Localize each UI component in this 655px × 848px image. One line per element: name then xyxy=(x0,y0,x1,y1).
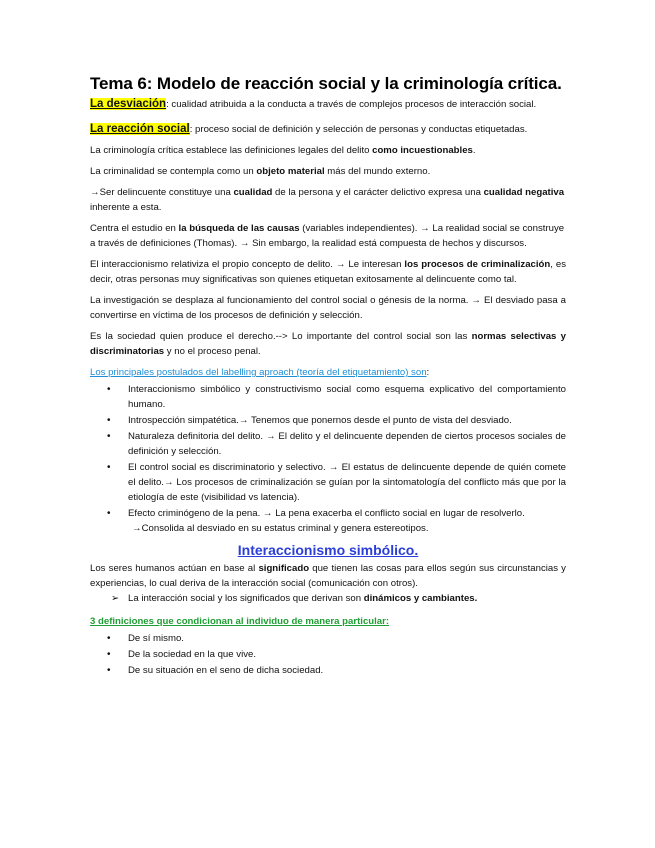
paragraph-investigacion: La investigación se desplaza al funcionamiento del control social o génesis de la norma. → El desviado pasa a convertirse en víctima de los procesos de definición y selección. xyxy=(90,295,566,321)
paragraph-interaccionismo: El interaccionismo relativiza el propio concepto de delito. → Le interesan los procesos de criminalización, es decir, otras personas muy significativas son quienes etiquetan exitosamente al delincuente como tal. xyxy=(90,259,566,285)
list-item: • Efecto criminógeno de la pena. → La pena exacerba el conflicto social en lugar de resolverlo. →Consolida al desviado en su estatus criminal y genera estereotipos. xyxy=(90,506,566,536)
list-item: • El control social es discriminatorio y selectivo. → El estatus de delincuente depende de quién comete el delito.→ Los procesos de criminalización se guían por la sintomatología del conflicto más que por la etiología de este (visibilidad vs latencia). xyxy=(107,462,566,503)
paragraph-reaccion-social: La reacción social: proceso social de definición y selección de personas y conductas etiquetadas. xyxy=(90,123,528,135)
paragraph-sociedad-derecho: Es la sociedad quien produce el derecho.--> Lo importante del control social son las normas selectivas y discriminatorias y no el proceso penal. xyxy=(90,331,566,357)
bullet-icon: • xyxy=(107,462,111,473)
arrow-list-item: ➢ La interacción social y los significados que derivan son dinámicos y cambiantes. xyxy=(111,593,478,604)
paragraph-criminologia-critica: La criminología crítica establece las definiciones legales del delito como incuestionables. xyxy=(90,145,476,156)
list-item: • Naturaleza definitoria del delito. → El delito y el delincuente dependen de ciertos procesos sociales de definición y selección. xyxy=(107,431,566,457)
bullet-icon: • xyxy=(107,633,111,644)
bullet-icon: • xyxy=(107,384,111,395)
list-item: • De su situación en el seno de dicha sociedad. xyxy=(107,665,324,676)
document-page xyxy=(90,74,566,682)
definiciones-heading: 3 definiciones que condicionan al individuo de manera particular: xyxy=(90,616,390,627)
postulados-list xyxy=(90,382,566,536)
bullet-icon: • xyxy=(107,649,111,660)
postulados-heading: Los principales postulados del labelling aproach (teoría del etiquetamiento) son: xyxy=(90,367,430,378)
paragraph-ser-delincuente: →Ser delincuente constituye una cualidad de la persona y el carácter delictivo expresa una cualidad negativa inherente a esta. xyxy=(90,187,565,213)
arrow-bullet-icon: ➢ xyxy=(111,593,120,604)
page-title: Tema 6: Modelo de reacción social y la criminología crítica. xyxy=(90,74,562,93)
paragraph-seres-humanos: Los seres humanos actúan en base al significado que tienen las cosas para ellos según sus circunstancias y experiencias, lo cual deriva de la interacción social (comunicación con otros). xyxy=(90,563,566,589)
term-desviacion: La desviación xyxy=(90,98,167,110)
list-item-subline: →Consolida al desviado en su estatus criminal y genera estereotipos. xyxy=(132,523,429,534)
section-heading-interaccionismo: Interaccionismo simbólico. xyxy=(237,542,419,558)
bullet-icon: • xyxy=(107,415,111,426)
term-reaccion-social: La reacción social xyxy=(90,123,190,135)
list-item: • Interaccionismo simbólico y constructivismo social como esquema explicativo del comportamiento humano. xyxy=(107,384,566,410)
bullet-icon: • xyxy=(107,508,111,519)
list-item: • De sí mismo. xyxy=(107,633,184,644)
paragraph-desviacion: La desviación: cualidad atribuida a la conducta a través de complejos procesos de interacción social. xyxy=(90,98,537,110)
list-item: • Introspección simpatética.→ Tenemos que ponernos desde el punto de vista del desviado. xyxy=(107,415,512,426)
bullet-icon: • xyxy=(107,431,111,442)
list-item: • De la sociedad en la que vive. xyxy=(107,649,256,660)
definiciones-list xyxy=(90,631,566,678)
paragraph-busqueda-causas: Centra el estudio en la búsqueda de las causas (variables independientes). → La realidad social se construye a través de definiciones (Thomas). → Sin embargo, la realidad está compuesta de hechos y discursos. xyxy=(90,223,565,249)
paragraph-criminalidad: La criminalidad se contempla como un objeto material más del mundo externo. xyxy=(90,166,431,177)
bullet-icon: • xyxy=(107,665,111,676)
